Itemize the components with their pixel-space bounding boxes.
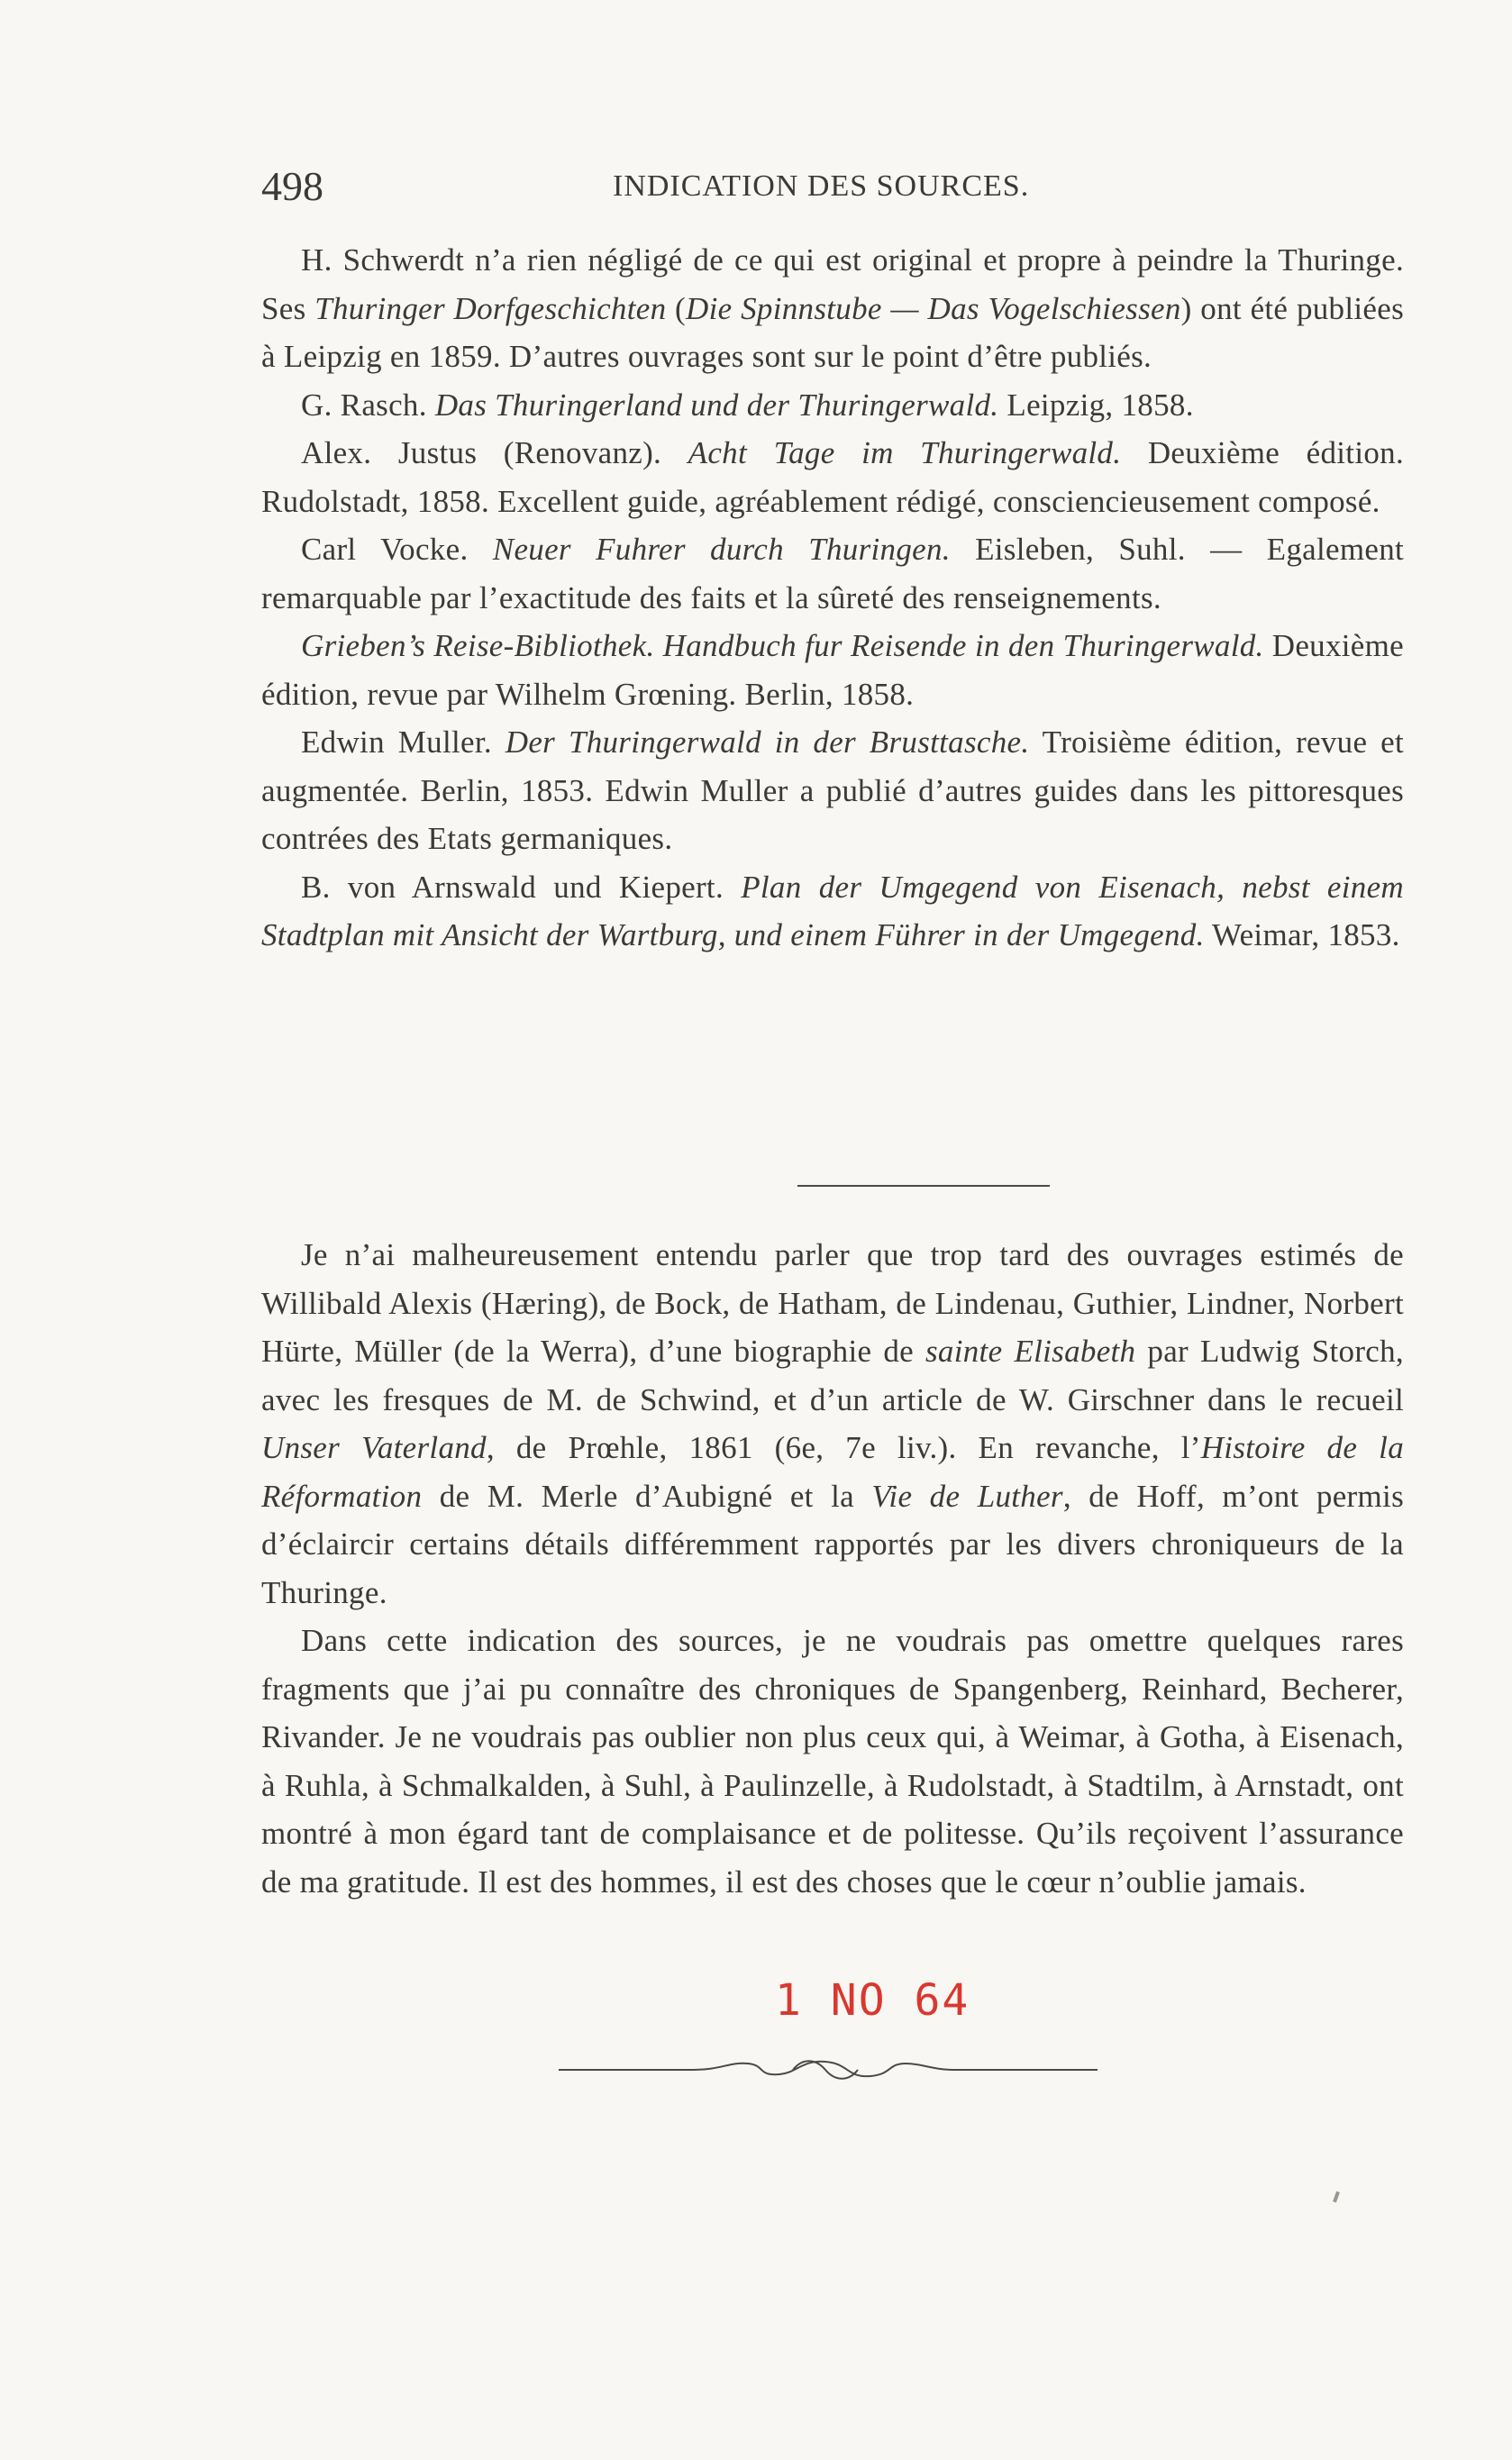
source-entry-vocke [261,525,1404,622]
source-entry-schwerdt [261,236,1404,381]
text-run: par Ludwig Storch, avec les fresques de M. de Schwind, et d’un article de W. Girschner dans le recueil [261,1334,1404,1417]
text-run: Deuxième édition, revue par Wilhelm Grœning. Berlin, 1858. [261,628,1404,712]
source-entry-rasch [261,381,1404,430]
note-paragraph-2 [261,1617,1404,1906]
closing-note [261,1231,1404,1906]
text-run: B. von Arnswald und Kiepert. [301,869,742,905]
text-run: Deuxième édition. Rudolstadt, 1858. Excellent guide, agréablement rédigé, consciencieusement composé. [261,435,1404,519]
book-title: Neuer Fuhrer durch Thuringen. [492,532,951,567]
text-run: Alex. Justus (Renovanz). [301,435,688,470]
book-title: Die Spinnstube — Das Vogelschiessen [686,290,1181,326]
text-run: Troisième édition, revue et augmentée. Berlin, 1853. Edwin Muller a publié d’autres guides dans les pittoresques contrées des Etats germaniques. [261,724,1404,856]
source-entry-grieben [261,622,1404,718]
text-run: de M. Merle d’Aubigné et la [422,1478,872,1514]
library-stamp: 1 NO 64 [775,1975,970,2026]
text-run: G. Rasch. [301,387,435,423]
book-title: Vie de Luther [871,1478,1063,1514]
paper-speck [1333,2191,1340,2203]
book-title: Acht Tage im Thuringerwald. [688,435,1122,470]
book-title: Histoire de la Réformation [261,1430,1404,1514]
book-title: Der Thuringerwald in der Brusttasche. [505,724,1030,760]
section-divider [797,1185,1050,1187]
text-run: ) ont été publiées à Leipzig en 1859. D’autres ouvrages sont sur le point d’être publiés. [261,290,1404,374]
text-run: ( [666,290,687,326]
book-title: sainte Elisabeth [925,1334,1136,1369]
book-title: Das Thuringerland und der Thuringerwald. [434,387,999,423]
page-number: 498 [261,163,323,209]
text-run: Eisleben, Suhl. — Egalement remarquable par l’exactitude des faits et la sûreté des renseignements. [261,532,1405,615]
text-run: Weimar, 1853. [1204,917,1400,952]
text-run: Edwin Muller. [301,724,506,760]
sources-list [261,236,1404,960]
text-run: , de Hoff, m’ont permis d’éclaircir certains détails différemment rapportés par les divers chroniqueurs de la Thuringe. [261,1478,1404,1610]
book-title: Grieben’s Reise-Bibliothek. Handbuch fur Reisende in den Thuringerwald. [301,628,1264,663]
text-run: Carl Vocke. [301,532,493,567]
page-header [261,162,1404,216]
source-entry-justus [261,429,1404,525]
end-rule-right [957,2069,1098,2071]
book-title: Unser Vaterland [261,1430,487,1465]
text-run: Dans cette indication des sources, je ne voudrais pas omettre quelques rares fragments que j’ai pu connaître des chroniques de Spangenberg, Reinhard, Becherer, Rivander. Je ne voudrais pas oublier non plus ceux qui, à Weimar, à Gotha, à Eisenach, à Ruhla, à Schmalkalden, à Suhl, à Paulinzelle, à Rudolstadt, à Stadtilm, à Arnstadt, ont montré à mon égard tant de complaisance et de politesse. Qu’ils reçoivent l’assurance de ma gratitude. Il est des hommes, il est des choses que le cœur n’oublie jamais. [261,1623,1404,1900]
running-title: INDICATION DES SOURCES. [613,169,1030,203]
text-run: , de Prœhle, 1861 (6e, 7e liv.). En revanche, l’ [486,1430,1201,1465]
ornament-flourish-icon [694,2055,957,2085]
text-run: H. Schwerdt n’a rien négligé de ce qui est original et propre à peindre la Thuringe. Ses [261,242,1404,326]
end-rule-left [559,2069,694,2071]
source-entry-arnswald [261,863,1404,960]
text-run: Je n’ai malheureusement entendu parler que trop tard des ouvrages estimés de Willibald Alexis (Hæring), de Bock, de Hatham, de Lindenau, Guthier, Lindner, Norbert Hürte, Müller (de la Werra), d’une biographie de [261,1237,1404,1369]
book-title: Plan der Umgegend von Eisenach, nebst einem Stadtplan mit Ansicht der Wartburg, und einem Führer in der Umgegend. [261,869,1404,952]
text-run: Leipzig, 1858. [998,387,1194,423]
source-entry-muller [261,718,1404,863]
note-paragraph-1 [261,1231,1404,1617]
book-title: Thuringer Dorfgeschichten [314,290,667,326]
